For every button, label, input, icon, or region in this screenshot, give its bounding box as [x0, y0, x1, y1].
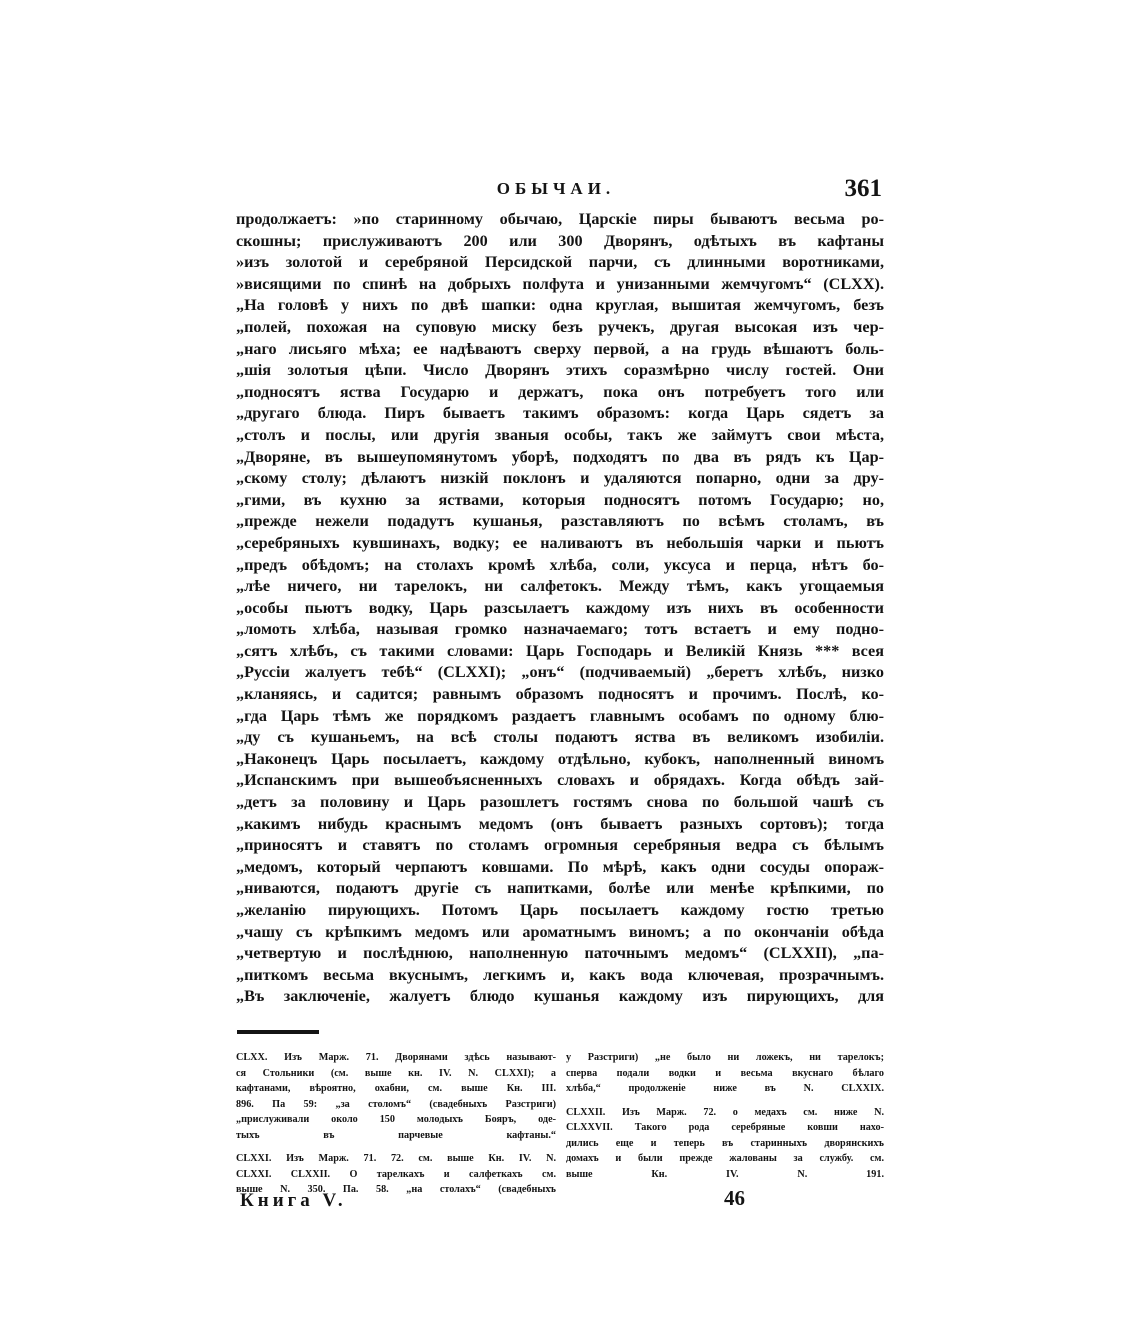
- footnote-line: CLXXVII. Такого рода серебряные ковши нахо-: [566, 1122, 884, 1133]
- body-text-line: „особы пьютъ водку, Царь разсылаетъ каждому изъ нихъ въ особенности: [236, 598, 884, 617]
- body-text-line: „Испанскимъ при вышеобъясненныхъ словахъ и обрядахъ. Когда обѣдъ зай-: [236, 771, 884, 790]
- footnote-line: „прислуживали около 150 молодыхъ Бояръ, оде-: [236, 1114, 556, 1125]
- header-title: ОБЫЧАИ.: [496, 179, 616, 198]
- footnote-gap: [566, 1097, 884, 1105]
- body-text-line: „ниваются, подаютъ другіе съ напитками, болѣе или менѣе крѣпкими, по: [236, 879, 884, 898]
- body-text-line: „полей, похожая на суповую миску безъ ручекъ, другая высокая изъ чер-: [236, 317, 884, 336]
- printer-signature: Книга V.: [240, 1190, 347, 1211]
- body-text-line: »изъ золотой и серебряной Персидской парчи, съ длинными воротниками,: [236, 253, 884, 272]
- body-text-line: „детъ за половину и Царь разошлетъ гостямъ снова по большой чашѣ съ: [236, 793, 884, 812]
- body-text-line: „чашу съ крѣпкимъ медомъ или ароматнымъ виномъ; а по окончаніи обѣда: [236, 922, 884, 941]
- footnote-line: выше N. 350. Па. 58. „на столахъ“ (свадебныхъ: [236, 1184, 556, 1195]
- body-text-line: »висящими по спинѣ на добрыхъ полфута и унизанными жемчугомъ“ (CLXX).: [236, 274, 884, 293]
- body-text-line: „ду съ кушаньемъ, на всѣ столы подаютъ яства въ великомъ изобиліи.: [236, 728, 884, 747]
- body-text-line: „гими, въ кухню за яствами, которыя подносятъ потомъ Государю; но,: [236, 490, 884, 509]
- footnote-line: дились еще и теперь въ старинныхъ дворянскихъ: [566, 1137, 884, 1149]
- body-text-line: „прежде нежели подадутъ кушанья, разставляютъ по всѣмъ столамъ, въ: [236, 512, 884, 531]
- body-text-line: продолжаетъ: »по старинному обычаю, Царскіе пиры бываютъ весьма ро-: [236, 210, 884, 228]
- footnote-line: хлѣба,“ продолженіе ниже въ N. CLXXIX.: [566, 1083, 884, 1094]
- body-text-line: „медомъ, который черпаютъ ковшами. По мѣрѣ, какъ одни сосуды опораж-: [236, 857, 884, 876]
- footnotes-right-column: [566, 1050, 884, 1182]
- body-text-line: „Дворяне, въ вышеупомянутомъ уборѣ, подходятъ по два въ рядъ къ Цар-: [236, 447, 884, 466]
- body-text-line: „другаго блюда. Пиръ бываетъ такимъ образомъ: когда Царь сядетъ за: [236, 404, 884, 423]
- body-text-line: „приносятъ и ставятъ по столамъ огромныя серебряныя ведра съ бѣлымъ: [236, 836, 884, 855]
- running-head: [236, 177, 884, 207]
- body-text-line: „наго лисьяго мѣха; ее надѣваютъ сверху первой, а на грудь вѣшаютъ боль-: [236, 339, 884, 358]
- footnote-line: выше Кн. IV. N. 191.: [566, 1168, 884, 1180]
- footnote-line: CLXXI. CLXXII. О тарелкахъ и салфеткахъ см.: [236, 1168, 556, 1180]
- body-text-line: „питкомъ весьма вкуснымъ, легкимъ и, какъ вода ключевая, прозрачнымъ.: [236, 965, 884, 984]
- footnote-line: домахъ и были прежде жалованы за службу. см.: [566, 1153, 884, 1164]
- body-text-line: „какимъ нибудь краснымъ медомъ (онъ бываетъ разныхъ сортовъ); тогда: [236, 814, 884, 833]
- body-text-line: „скому столу; дѣлаютъ низкій поклонъ и удаляются попарно, одни за дру-: [236, 469, 884, 488]
- footnote-line: кафтанами, вѣроятно, охабни, см. выше Кн. III.: [236, 1083, 556, 1094]
- body-text-line: скошны; прислуживаютъ 200 или 300 Дворянъ, одѣтыхъ въ кафтаны: [236, 231, 884, 250]
- body-text-line: „серебряныхъ кувшинахъ, водку; ее наливаютъ въ небольшія чарки и пьютъ: [236, 533, 884, 552]
- body-text: [236, 209, 884, 1008]
- body-text-line: „кланяясь, и садится; равнымъ образомъ подносятъ и прочимъ. Послѣ, ко-: [236, 685, 884, 704]
- body-text-line: „подносятъ яства Государю и держатъ, пока онъ потребуетъ того или: [236, 382, 884, 401]
- body-text-line: „лѣе ничего, ни тарелокъ, ни салфетокъ. Между тѣмъ, какъ угощаемыя: [236, 577, 884, 596]
- sheet-number: 46: [724, 1186, 745, 1210]
- body-text-line: „шія золотыя цѣпи. Число Дворянъ этихъ соразмѣрно числу гостей. Они: [236, 361, 884, 380]
- footnote-line: 896. Па 59: „за столомъ“ (свадебныхъ Разстриги): [236, 1098, 556, 1110]
- body-text-line: „предъ обѣдомъ; на столахъ кромѣ хлѣба, соли, уксуса и перца, нѣтъ бо-: [236, 555, 884, 574]
- footnote-line: CLXXII. Изъ Марж. 72. о медахъ см. ниже N.: [566, 1106, 884, 1118]
- footnotes-left-column: [236, 1050, 556, 1198]
- body-text-line: „Въ заключеніе, жалуетъ блюдо кушанья каждому изъ пирующихъ, для: [236, 987, 884, 1006]
- footnote-line: тыхъ въ парчевые кафтаны.“: [236, 1129, 556, 1141]
- body-text-line: „столъ и послы, или другія званыя особы, такъ же займутъ свои мѣста,: [236, 425, 884, 444]
- footnote-line: CLXXI. Изъ Марж. 71. 72. см. выше Кн. IV. N.: [236, 1153, 556, 1164]
- body-text-line: „На головѣ у нихъ по двѣ шапки: одна круглая, вышитая жемчугомъ, безъ: [236, 296, 884, 315]
- footnote-gap: [236, 1143, 556, 1151]
- body-text-line: „сятъ хлѣбъ, съ такими словами: Царь Господарь и Великій Князь *** всея: [236, 641, 884, 660]
- body-text-line: „Наконецъ Царь посылаетъ, каждому отдѣльно, кубокъ, наполненный виномъ: [236, 749, 884, 768]
- page-number: 361: [844, 175, 882, 202]
- body-text-line: „четвертую и послѣднюю, наполненную паточнымъ медомъ“ (CLXXII), „па-: [236, 944, 884, 963]
- footnote-line: сперва подали водки и весьма вкуснаго бѣлаго: [566, 1067, 884, 1079]
- body-text-line: „Руссіи жалуетъ тебѣ“ (CLXXI); „онъ“ (подчиваемый) „беретъ хлѣбъ, низко: [236, 663, 884, 682]
- body-text-line: „желанію пирующихъ. Потомъ Царь посылаетъ каждому гостю третью: [236, 901, 884, 919]
- footnote-line: ся Стольники (см. выше кн. IV. N. CLXXI); а: [236, 1067, 556, 1079]
- footnote-line: у Разстриги) „не было ни ложекъ, ни тарелокъ;: [566, 1052, 884, 1063]
- body-text-line: „гда Царь тѣмъ же порядкомъ раздаетъ главнымъ особамъ по одному блю-: [236, 706, 884, 725]
- body-text-line: „ломоть хлѣба, называя громко назначаемаго; тотъ встаетъ и ему подно-: [236, 620, 884, 639]
- footnote-rule: [237, 1030, 319, 1034]
- footnote-line: CLXX. Изъ Марж. 71. Дворянами здѣсь называют-: [236, 1052, 556, 1063]
